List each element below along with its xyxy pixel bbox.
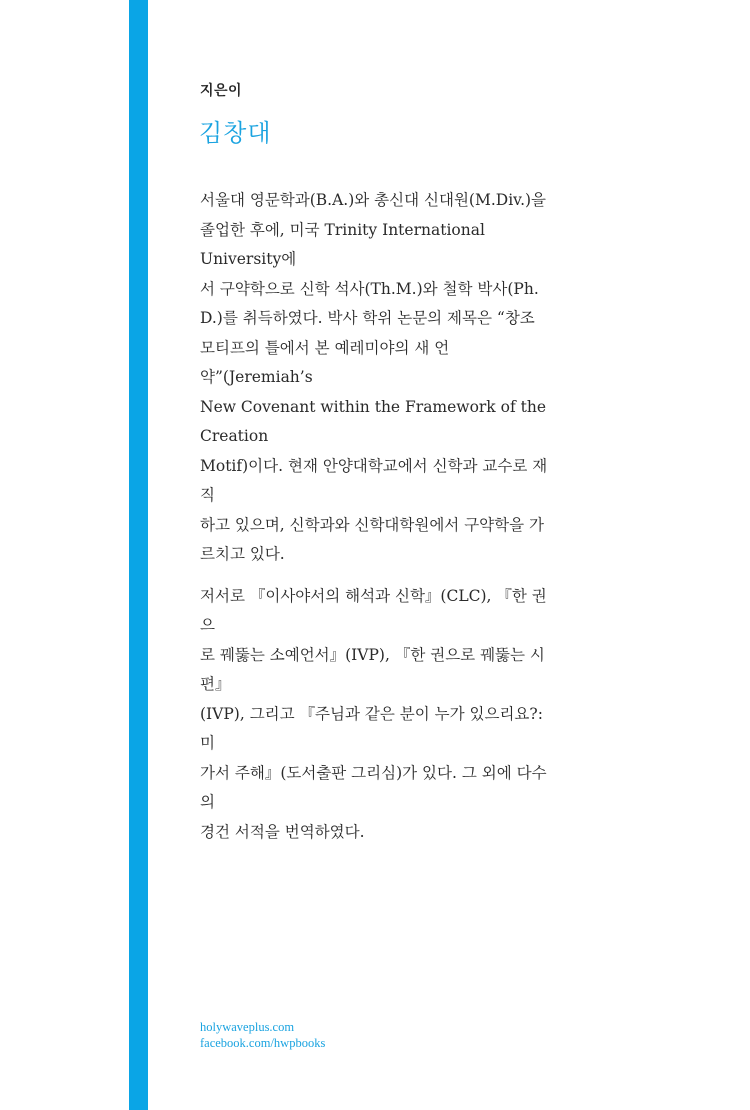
- website-link[interactable]: holywaveplus.com: [200, 1020, 295, 1034]
- bio-line: 저서로 『이사야서의 해석과 신학』(CLC), 『한 권으: [200, 586, 547, 634]
- bio-line: 로 꿰뚫는 소예언서』(IVP), 『한 권으로 꿰뚫는 시편』: [200, 645, 545, 693]
- bio-line: 경건 서적을 번역하였다.: [200, 822, 365, 841]
- publisher-links: [200, 1019, 325, 1051]
- bio-paragraph-2: [200, 582, 556, 848]
- bio-line: 하고 있으며, 신학과와 신학대학원에서 구약학을 가: [200, 515, 544, 534]
- author-name: 김창대: [199, 119, 272, 147]
- bio-line: 서울대 영문학과(B.A.)와 총신대 신대원(M.Div.)을: [200, 191, 547, 209]
- bio-line: New Covenant within the Framework of the Creation: [200, 397, 547, 445]
- bio-line: 가서 주해』(도서출판 그리심)가 있다. 그 외에 다수의: [200, 763, 547, 811]
- bio-line: (IVP), 그리고 『주님과 같은 분이 누가 있으리요?: 미: [200, 704, 543, 752]
- bio-paragraph-1: [200, 186, 556, 570]
- bio-line: 졸업한 후에, 미국 Trinity International University에: [200, 220, 485, 268]
- author-label: 지은이: [200, 83, 243, 99]
- accent-bar: [129, 0, 148, 1110]
- bio-line: 모티프의 틀에서 본 예레미야의 새 언약”(Jeremiah’s: [200, 338, 450, 386]
- bio-line: D.)를 취득하였다. 박사 학위 논문의 제목은 “창조: [200, 309, 535, 327]
- bio-line: 르치고 있다.: [200, 545, 285, 563]
- bio-line: Motif)이다. 현재 안양대학교에서 신학과 교수로 재직: [200, 456, 548, 504]
- bio-line: 서 구약학으로 신학 석사(Th.M.)와 철학 박사(Ph.: [200, 279, 539, 298]
- facebook-link[interactable]: facebook.com/hwpbooks: [200, 1036, 326, 1050]
- author-bio: [200, 186, 556, 847]
